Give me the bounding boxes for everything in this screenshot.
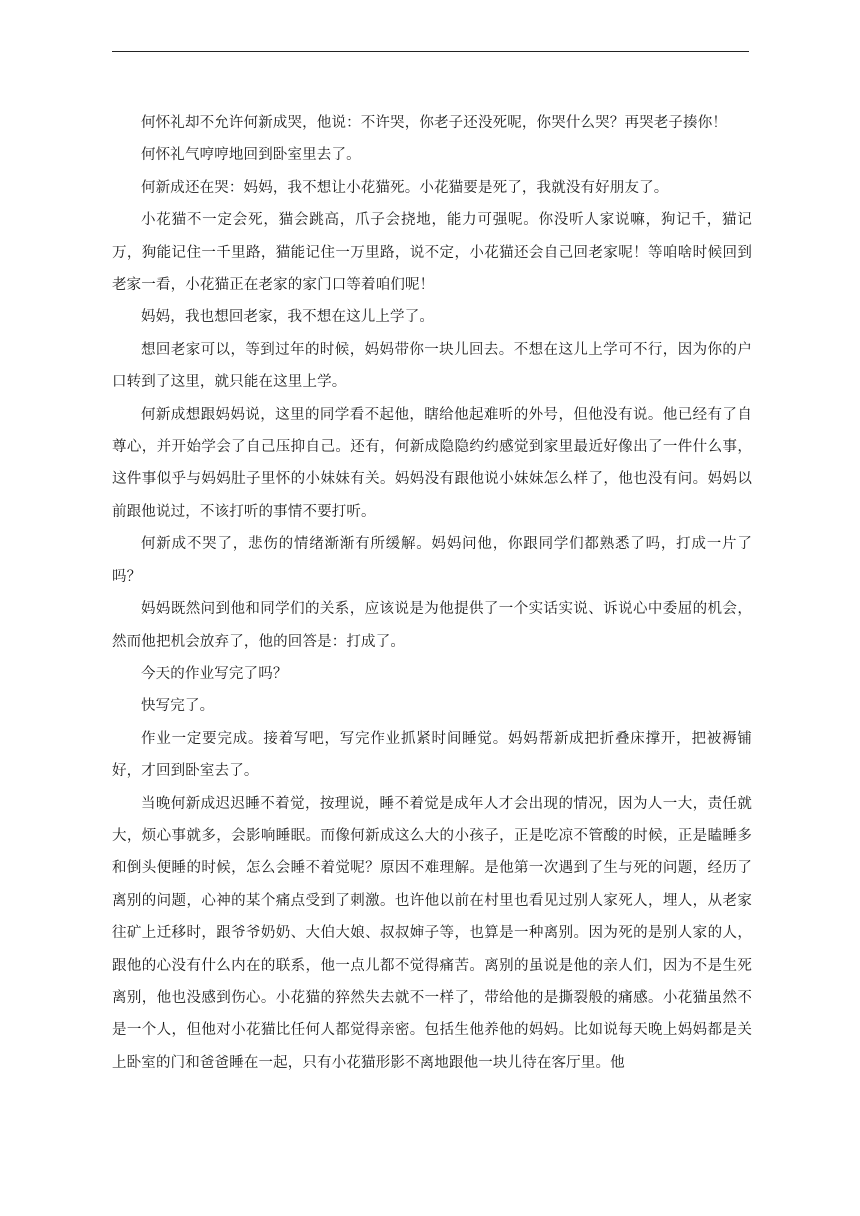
body-text xyxy=(112,107,752,1079)
paragraph: 小花猫不一定会死，猫会跳高，爪子会挠地，能力可强呢。你没听人家说嘛，狗记千，猫记万，狗能记住一千里路，猫能记住一万里路，说不定，小花猫还会自己回老家呢！等咱啥时候回到老家一看，小花猫正在老家的家门口等着咱们呢！ xyxy=(112,212,752,294)
paragraph: 何新成不哭了，悲伤的情绪渐渐有所缓解。妈妈问他，你跟同学们都熟悉了吗，打成一片了吗？ xyxy=(112,536,752,585)
paragraph: 当晚何新成迟迟睡不着觉，按理说，睡不着觉是成年人才会出现的情况，因为人一大，责任就大，烦心事就多，会影响睡眠。而像何新成这么大的小孩子，正是吃凉不管酸的时候，正是瞌睡多和倒头便睡的时候，怎么会睡不着觉呢？原因不难理解。是他第一次遇到了生与死的问题，经历了离别的问题，心神的某个痛点受到了刺激。也许他以前在村里也看见过别人家死人，埋人，从老家往矿上迁移时，跟爷爷奶奶、大伯大娘、叔叔婶子等，也算是一种离别。因为死的是别人家的人，跟他的心没有什么内在的联系，他一点儿都不觉得痛苦。离别的虽说是他的亲人们，因为不是生死离别，他也没感到伤心。小花猫的猝然失去就不一样了，带给他的是撕裂般的痛感。小花猫虽然不是一个人，但他对小花猫比任何人都觉得亲密。包括生他养他的妈妈。比如说每天晚上妈妈都是关上卧室的门和爸爸睡在一起，只有小花猫形影不离地跟他一块儿待在客厅里。他 xyxy=(112,795,752,1071)
paragraph: 妈妈，我也想回老家，我不想在这儿上学了。 xyxy=(141,309,434,326)
paragraph: 何怀礼却不允许何新成哭，他说：不许哭，你老子还没死呢，你哭什么哭？再哭老子揍你！ xyxy=(141,115,727,131)
paragraph: 想回老家可以，等到过年的时候，妈妈带你一块儿回去。不想在这儿上学可不行，因为你的户口转到了这里，就只能在这里上学。 xyxy=(112,341,752,391)
paragraph: 快写完了。 xyxy=(141,698,215,715)
paragraph: 作业一定要完成。接着写吧，写完作业抓紧时间睡觉。妈妈帮新成把折叠床撑开，把被褥铺好，才回到卧室去了。 xyxy=(112,730,752,780)
paragraph: 何新成想跟妈妈说，这里的同学看不起他，瞎给他起难听的外号，但他没有说。他已经有了自尊心，并开始学会了自己压抑自己。还有，何新成隐隐约约感觉到家里最近好像出了一件什么事，这件事似乎与妈妈肚子里怀的小妹妹有关。妈妈没有跟他说小妹妹怎么样了，他也没有问。妈妈以前跟他说过，不该打听的事情不要打听。 xyxy=(112,406,752,520)
paragraph: 何新成还在哭：妈妈，我不想让小花猫死。小花猫要是死了，我就没有好朋友了。 xyxy=(141,179,669,196)
paragraph: 妈妈既然问到他和同学们的关系，应该说是为他提供了一个实话实说、诉说心中委屈的机会，然而他把机会放弃了，他的回答是：打成了。 xyxy=(112,601,752,650)
paragraph: 何怀礼气哼哼地回到卧室里去了。 xyxy=(141,147,361,164)
paragraph: 今天的作业写完了吗？ xyxy=(141,665,288,682)
header-rule xyxy=(112,51,749,52)
